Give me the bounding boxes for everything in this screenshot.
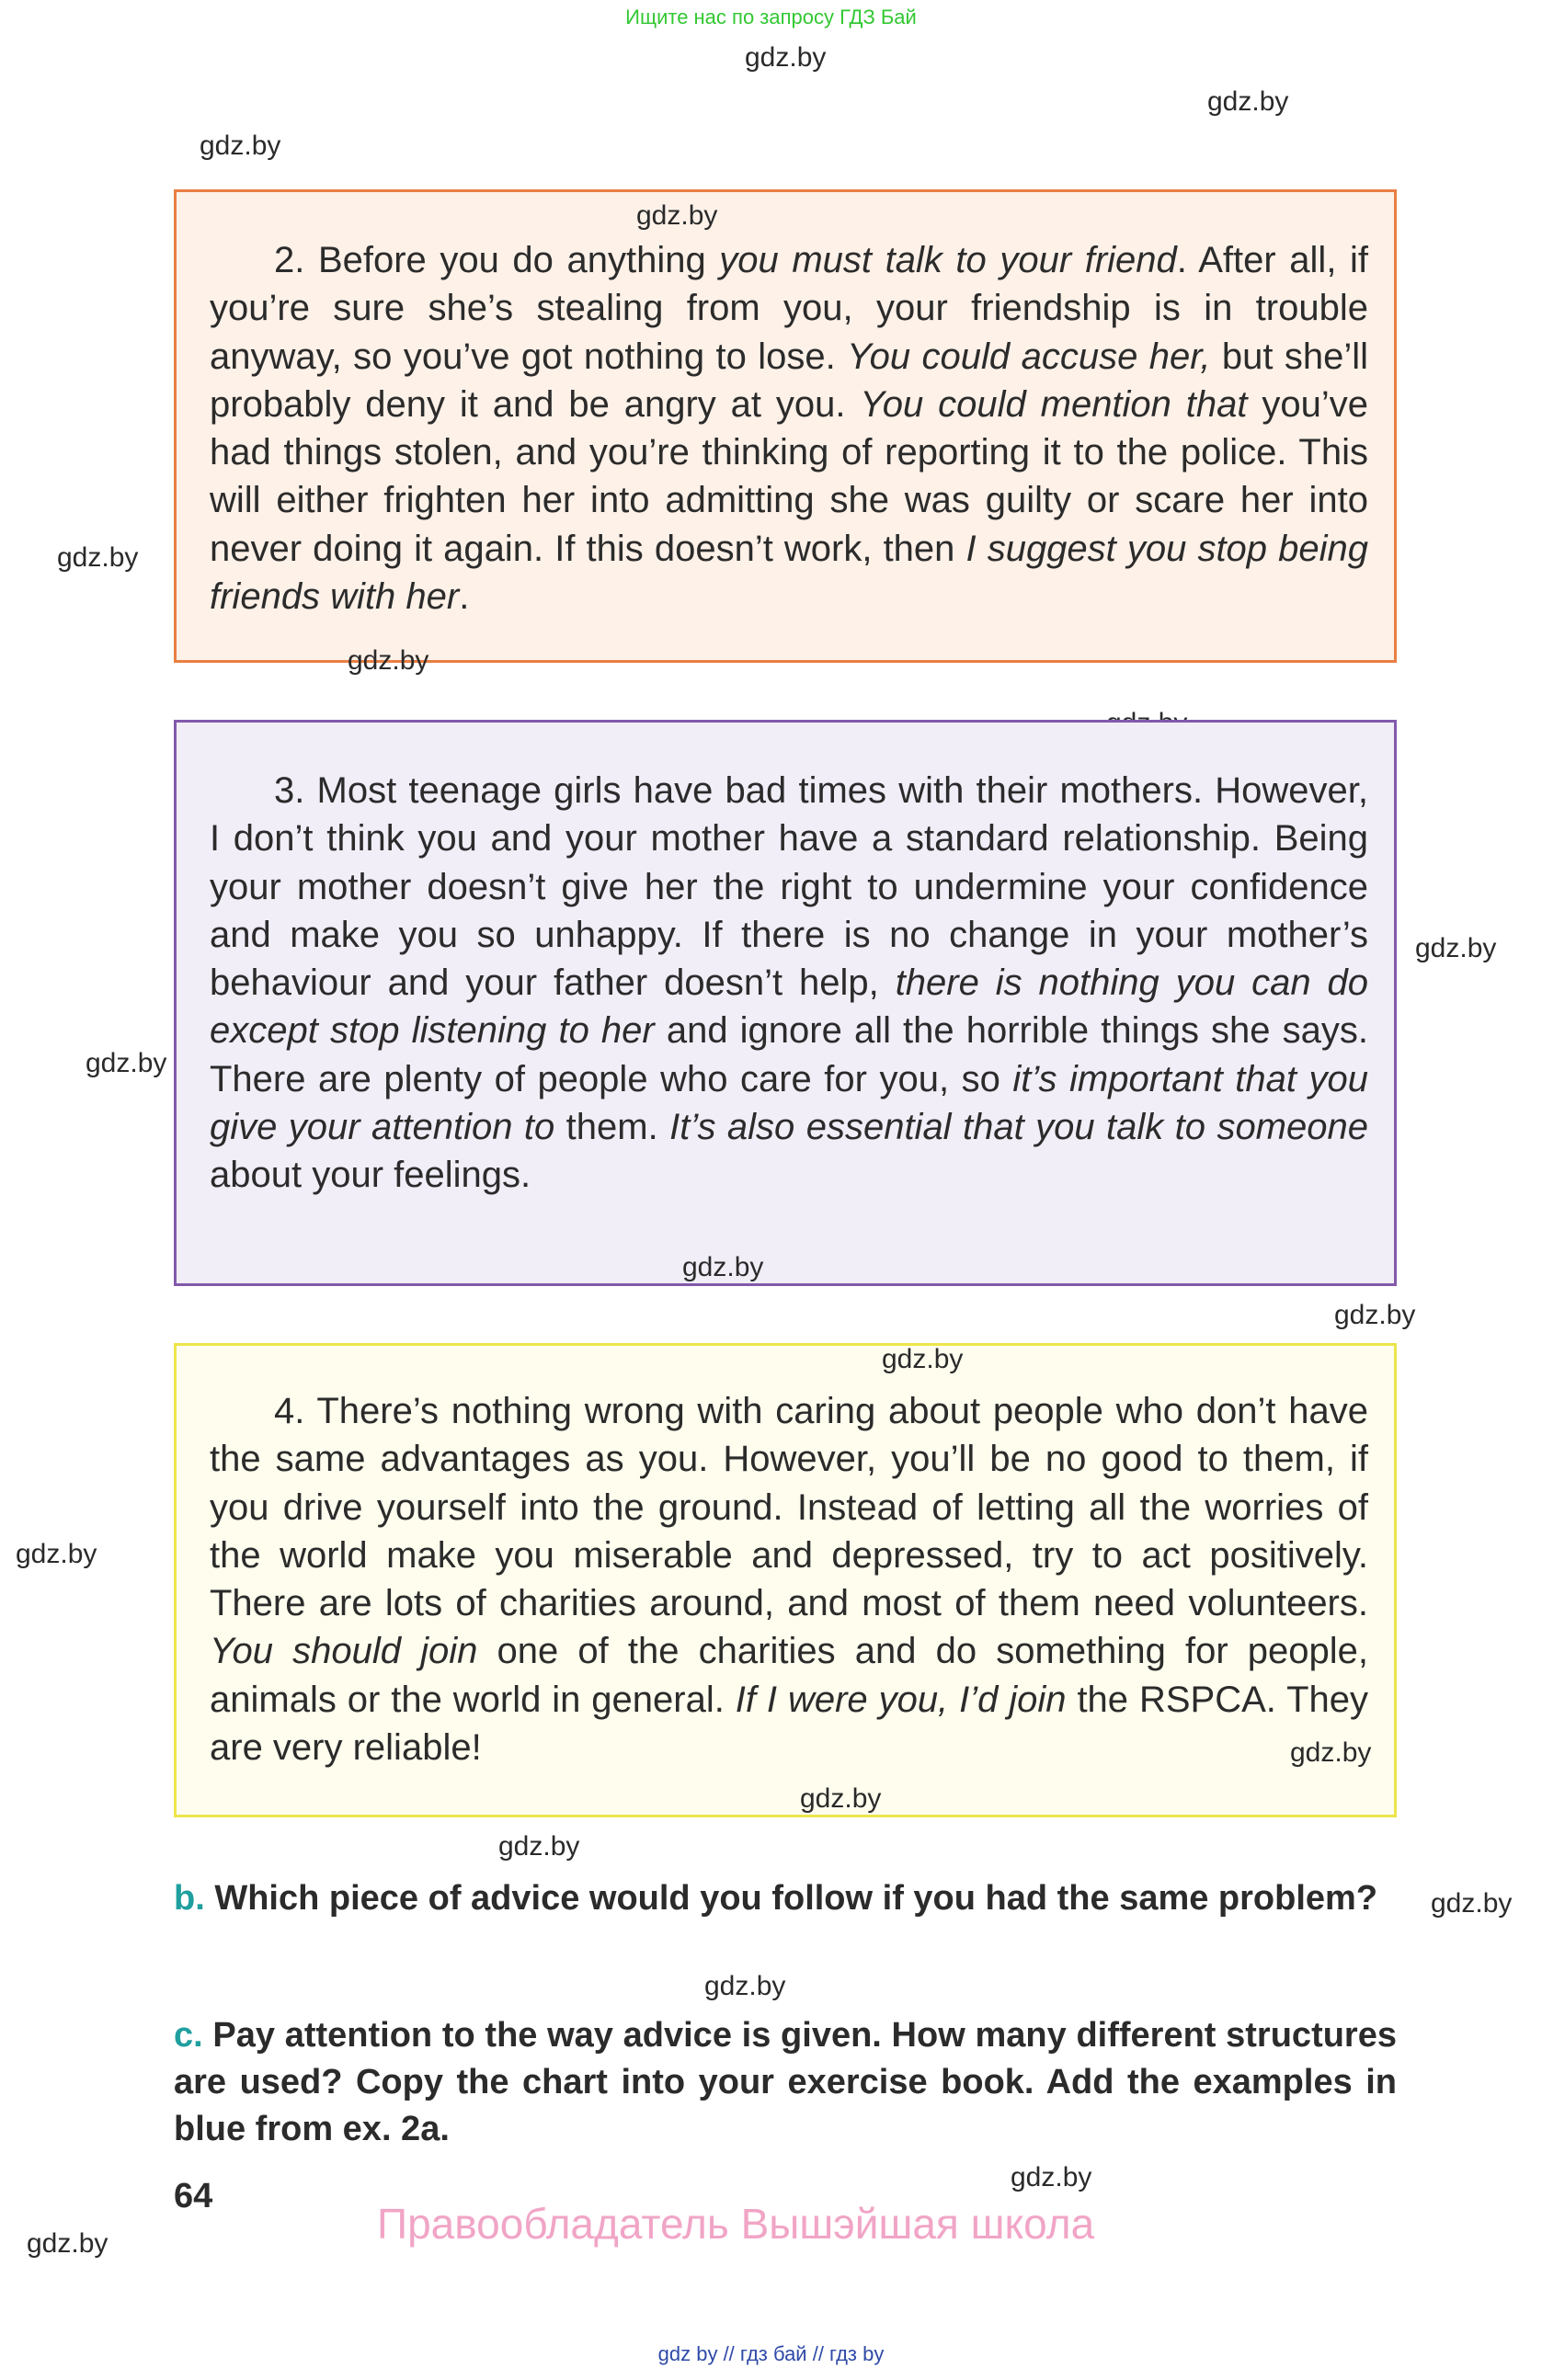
watermark: gdz.by [200,131,281,161]
watermark: gdz.by [27,2228,109,2259]
watermark: gdz.by [498,1831,580,1862]
watermark: gdz.by [882,1344,964,1374]
advice-box-3 [174,720,1397,1286]
advice-text-3: 3. Most teenage girls have bad times with their mothers. However, I don’t think you and your mother have a standard relationship. Being your mother doesn’t give her the right to undermine your confidence and make you so unhappy. If there is no change in your mother’s behaviour and your father doesn’t help, there is nothing you can do except stop listening to her and ignore all the horrible things she says. There are plenty of people who care for you, so it’s important that you give your attention to them. It’s also essential that you talk to someone about your feelings. [210,770,1369,1196]
watermark: gdz.by [1431,1888,1513,1919]
advice-box-4 [174,1343,1397,1817]
watermark: gdz.by [1415,933,1497,963]
watermark: gdz.by [16,1539,97,1569]
question-c: c. Pay attention to the way advice is given. How many different structures are used? Copy the chart into your exercise book. Add the examples in blue from ex. 2a. [174,2016,1397,2148]
watermark: gdz.by [636,200,718,231]
advice-text-4: 4. There’s nothing wrong with caring about people who don’t have the same advantages as you. However, you’ll be no good to them, if you drive yourself into the ground. Instead of letting all the worries of the world make you miserable and depressed, try to act positively. There are lots of charities around, and most of them need volunteers. You should join one of the charities and do something for people, animals or the world in general. If I were you, I’d join the RSPCA. They are very reliable! [210,1391,1369,1769]
watermark: gdz.by [745,42,827,73]
watermark: gdz.by [1334,1300,1416,1330]
watermark: gdz.by [1207,86,1289,117]
watermark: gdz.by [800,1783,882,1814]
watermark: gdz.by [682,1252,764,1282]
advice-box-2 [174,189,1397,663]
page-number: 64 [174,2177,213,2215]
watermark: gdz.by [348,645,429,676]
copyright-notice: Правообладатель Вышэйшая школа [377,2200,1095,2248]
advice-text-2: 2. Before you do anything you must talk to your friend. After all, if you’re sure she’s stealing from you, your friendship is in trouble anyway, so you’ve got nothing to lose. You could accuse her, but she’ll probably deny it and be angry at you. You could mention that you’ve had things stolen, and you’re thinking of reporting it to the police. This will either frighten her into admitting she was guilty or scare her into never doing it again. If this doesn’t work, then I suggest you stop being friends with her. [210,240,1369,618]
watermark: gdz.by [57,542,139,573]
footer-links[interactable]: gdz by // гдз бай // гдз by [657,2342,885,2365]
watermark: gdz.by [86,1048,167,1078]
watermark: gdz.by [704,1971,786,2001]
watermark: gdz.by [1011,2162,1092,2192]
watermark: gdz.by [1290,1737,1372,1768]
top-banner[interactable]: Ищите нас по запросу ГДЗ Бай [625,6,917,28]
question-b: b. Which piece of advice would you follow if you had the same problem? [174,1879,1378,1918]
